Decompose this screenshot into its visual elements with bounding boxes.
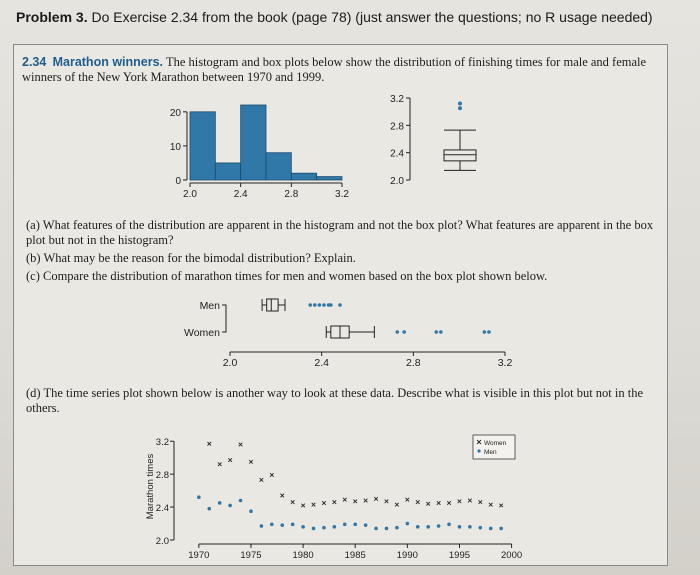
ts-legend-men-marker bbox=[477, 449, 480, 452]
ts-point-women bbox=[239, 443, 243, 447]
question-a: (a) What features of the distribution are apparent in the histogram and not the box plot? What features are apparent in the box plot but not in the histogram? bbox=[26, 218, 654, 247]
ts-point-women bbox=[447, 501, 451, 505]
ts-point-women bbox=[218, 462, 222, 466]
ts-point-men bbox=[468, 525, 472, 529]
ts-point-men bbox=[280, 523, 284, 527]
hbox-outlier bbox=[434, 330, 438, 334]
ts-y-tick-label: 3.2 bbox=[155, 437, 169, 449]
exercise-intro bbox=[22, 55, 652, 85]
ts-point-men bbox=[499, 527, 503, 531]
vbox-tick-label: 2.4 bbox=[390, 148, 404, 160]
ts-x-tick-label: 2000 bbox=[501, 550, 523, 561]
ts-point-men bbox=[291, 523, 295, 527]
vbox-outlier bbox=[458, 106, 462, 110]
ts-point-men bbox=[343, 523, 347, 527]
histogram-y-tick-label: 20 bbox=[169, 107, 181, 119]
histogram-y-tick-label: 0 bbox=[175, 176, 181, 187]
hbox-tick-label: 2.8 bbox=[406, 357, 421, 369]
question-d: (d) The time series plot shown below is another way to look at these data. Describe what is visible in this plot but not in the others. bbox=[26, 386, 644, 415]
vbox-outlier bbox=[458, 101, 462, 105]
hbox-outlier bbox=[439, 330, 443, 334]
problem-heading bbox=[16, 9, 653, 25]
ts-point-men bbox=[228, 504, 232, 508]
ts-point-women bbox=[416, 500, 420, 504]
ts-x-tick-label: 1975 bbox=[240, 550, 262, 561]
ts-y-axis-label: Marathon times bbox=[145, 453, 156, 520]
ts-x-tick-label: 1985 bbox=[344, 550, 366, 561]
ts-point-men bbox=[458, 525, 462, 529]
hbox-outlier bbox=[338, 303, 342, 307]
ts-legend-women-label: Women bbox=[484, 440, 507, 447]
histogram-chart bbox=[160, 100, 360, 205]
question-b: (b) What may be the reason for the bimodal distribution? Explain. bbox=[26, 251, 356, 265]
ts-point-women bbox=[426, 502, 430, 506]
exercise-intro-text: The histogram and box plots below show the distribution of finishing times for male and female winners of the New York Marathon between 1970 and 1999. bbox=[22, 55, 647, 84]
histogram-x-tick-label: 2.0 bbox=[183, 189, 197, 200]
problem-label: Problem 3. bbox=[16, 9, 88, 25]
ts-point-women bbox=[333, 500, 337, 504]
histogram-bar bbox=[266, 153, 291, 180]
ts-point-women bbox=[291, 500, 295, 504]
ts-point-men bbox=[426, 525, 430, 529]
hbox-outlier bbox=[318, 303, 322, 307]
hbox-label-women: Women bbox=[184, 327, 220, 339]
ts-point-men bbox=[218, 501, 222, 505]
exercise-number: 2.34 bbox=[22, 55, 47, 69]
hbox-outlier bbox=[483, 330, 487, 334]
ts-point-women bbox=[207, 442, 211, 446]
hbox-outlier bbox=[487, 330, 491, 334]
ts-point-women bbox=[499, 504, 503, 508]
ts-point-women bbox=[249, 460, 253, 464]
ts-point-men bbox=[479, 526, 483, 530]
ts-point-women bbox=[312, 503, 316, 507]
histogram-x-tick-label: 2.4 bbox=[233, 189, 248, 200]
ts-point-men bbox=[406, 522, 410, 526]
hbox-label-men: Men bbox=[199, 300, 220, 312]
ts-point-women bbox=[489, 503, 493, 507]
histogram-bar bbox=[317, 177, 342, 180]
hbox-outlier bbox=[329, 303, 333, 307]
histogram-y-tick-label: 10 bbox=[169, 141, 181, 153]
ts-point-men bbox=[270, 523, 274, 527]
ts-point-men bbox=[322, 526, 326, 530]
ts-x-tick-label: 1980 bbox=[292, 550, 314, 561]
ts-point-men bbox=[207, 507, 211, 511]
ts-point-men bbox=[437, 524, 441, 528]
ts-point-women bbox=[395, 503, 399, 507]
ts-point-women bbox=[406, 498, 410, 502]
histogram-bar bbox=[215, 163, 240, 180]
ts-point-men bbox=[260, 524, 264, 528]
ts-point-men bbox=[395, 526, 399, 530]
histogram-bar bbox=[241, 105, 266, 180]
ts-point-women bbox=[270, 473, 274, 477]
ts-point-women bbox=[374, 497, 378, 501]
ts-y-tick-label: 2.8 bbox=[155, 470, 169, 482]
ts-point-men bbox=[312, 527, 316, 531]
histogram-x-tick-label: 3.2 bbox=[335, 189, 349, 200]
histogram-x-tick-label: 2.8 bbox=[284, 189, 299, 200]
hbox-tick-label: 2.0 bbox=[222, 357, 238, 369]
ts-x-tick-label: 1990 bbox=[396, 550, 418, 561]
ts-legend-men-label: Men bbox=[484, 449, 497, 456]
ts-point-women bbox=[364, 499, 368, 503]
ts-point-women bbox=[301, 504, 305, 508]
ts-y-tick-label: 2.4 bbox=[155, 503, 169, 515]
ts-x-tick-label: 1995 bbox=[448, 550, 471, 561]
hbox-outlier bbox=[402, 330, 406, 334]
question-c: (c) Compare the distribution of marathon times for men and women based on the box plot shown below. bbox=[26, 269, 548, 283]
ts-point-men bbox=[416, 525, 420, 529]
vbox-tick-label: 3.2 bbox=[390, 94, 404, 105]
ts-point-men bbox=[249, 509, 253, 513]
ts-y-tick-label: 2.0 bbox=[155, 536, 169, 547]
ts-point-women bbox=[479, 500, 483, 504]
hbox-tick-label: 3.2 bbox=[497, 357, 513, 369]
ts-point-men bbox=[364, 523, 368, 527]
ts-point-women bbox=[260, 478, 264, 482]
histogram-bar bbox=[291, 173, 316, 180]
ts-point-women bbox=[458, 500, 462, 504]
ts-point-women bbox=[385, 500, 389, 504]
ts-point-women bbox=[280, 494, 284, 498]
ts-point-men bbox=[447, 523, 451, 527]
ts-point-men bbox=[385, 527, 389, 531]
exercise-title: Marathon winners. bbox=[52, 55, 164, 69]
ts-point-men bbox=[489, 527, 493, 531]
vbox-box bbox=[444, 150, 476, 161]
ts-point-women bbox=[353, 500, 357, 504]
ts-point-men bbox=[197, 495, 201, 499]
ts-point-women bbox=[322, 501, 326, 505]
hbox-outlier bbox=[322, 303, 326, 307]
ts-point-women bbox=[437, 501, 441, 505]
hbox-bracket bbox=[222, 305, 226, 332]
ts-point-men bbox=[333, 525, 337, 529]
histogram-bar bbox=[190, 112, 215, 180]
problem-text: Do Exercise 2.34 from the book (page 78) (just answer the questions; no R usage needed) bbox=[91, 9, 653, 25]
hbox-outlier bbox=[308, 303, 312, 307]
ts-point-women bbox=[228, 458, 232, 462]
ts-point-men bbox=[353, 523, 357, 527]
vbox-tick-label: 2.0 bbox=[390, 176, 404, 187]
ts-x-tick-label: 1970 bbox=[188, 550, 210, 561]
hbox-outlier bbox=[313, 303, 317, 307]
hbox-outlier bbox=[395, 330, 399, 334]
ts-point-men bbox=[301, 525, 305, 529]
hbox-box bbox=[267, 299, 278, 311]
ts-point-women bbox=[468, 499, 472, 503]
timeseries-chart bbox=[140, 425, 530, 565]
vertical-boxplot bbox=[380, 90, 490, 190]
vbox-tick-label: 2.8 bbox=[390, 121, 404, 133]
hbox-tick-label: 2.4 bbox=[314, 357, 329, 369]
ts-point-women bbox=[343, 498, 347, 502]
horizontal-boxplot bbox=[160, 290, 530, 370]
ts-point-men bbox=[374, 527, 378, 531]
ts-point-men bbox=[239, 499, 243, 503]
